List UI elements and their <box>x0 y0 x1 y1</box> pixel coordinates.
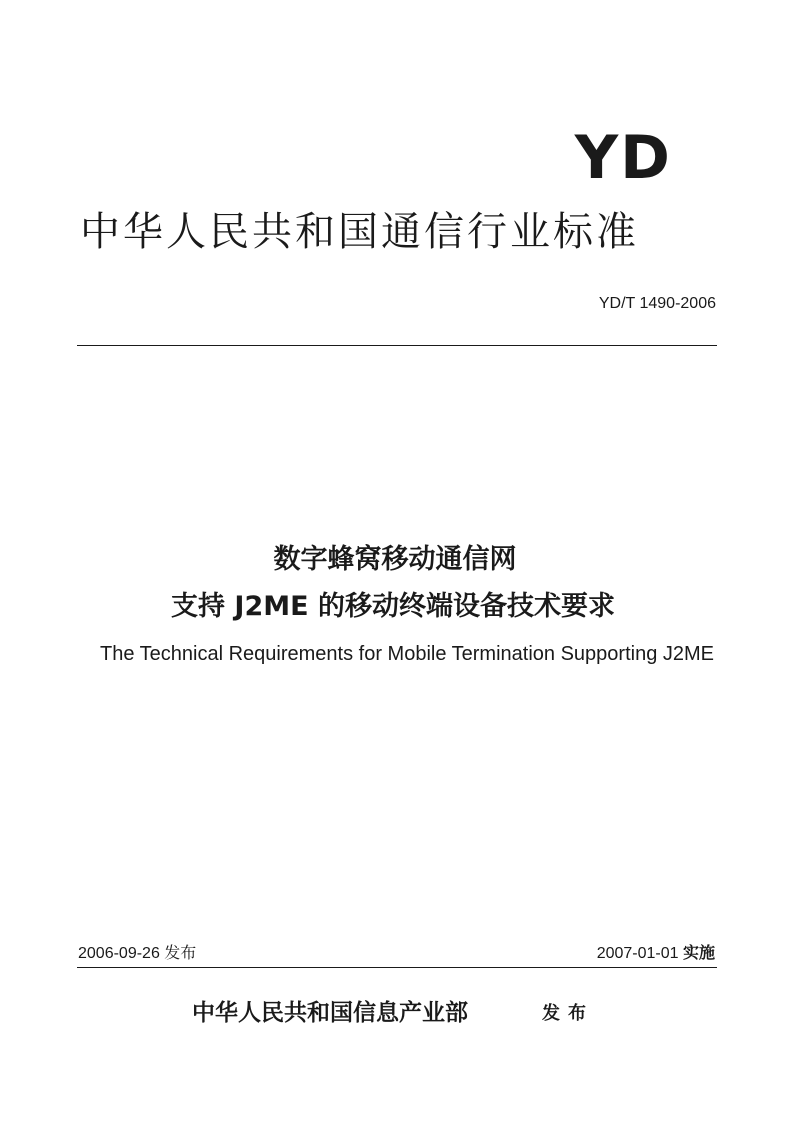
implementation-label: 实施 <box>682 945 715 962</box>
issuing-authority: 中华人民共和国信息产业部 <box>192 999 468 1026</box>
document-title-cn-line2: 支持 J2ME 的移动终端设备技术要求 <box>171 591 615 622</box>
yd-logo: YD <box>574 123 672 193</box>
top-divider <box>77 345 717 346</box>
publication-date-value: 2006-09-26 <box>78 945 160 962</box>
document-title-cn-line1: 数字蜂窝移动通信网 <box>273 544 517 575</box>
bottom-divider <box>77 967 717 968</box>
standard-number: YD/T 1490-2006 <box>598 295 716 312</box>
publication-date <box>78 944 196 964</box>
implementation-date <box>597 944 715 964</box>
document-title-en: The Technical Requirements for Mobile Termination Supporting J2ME <box>99 643 714 665</box>
issuing-action: 发布 <box>542 1003 594 1024</box>
industry-standard-title: 中华人民共和国通信行业标准 <box>80 209 639 255</box>
publication-label: 发布 <box>164 945 197 962</box>
implementation-date-value: 2007-01-01 <box>596 945 679 962</box>
